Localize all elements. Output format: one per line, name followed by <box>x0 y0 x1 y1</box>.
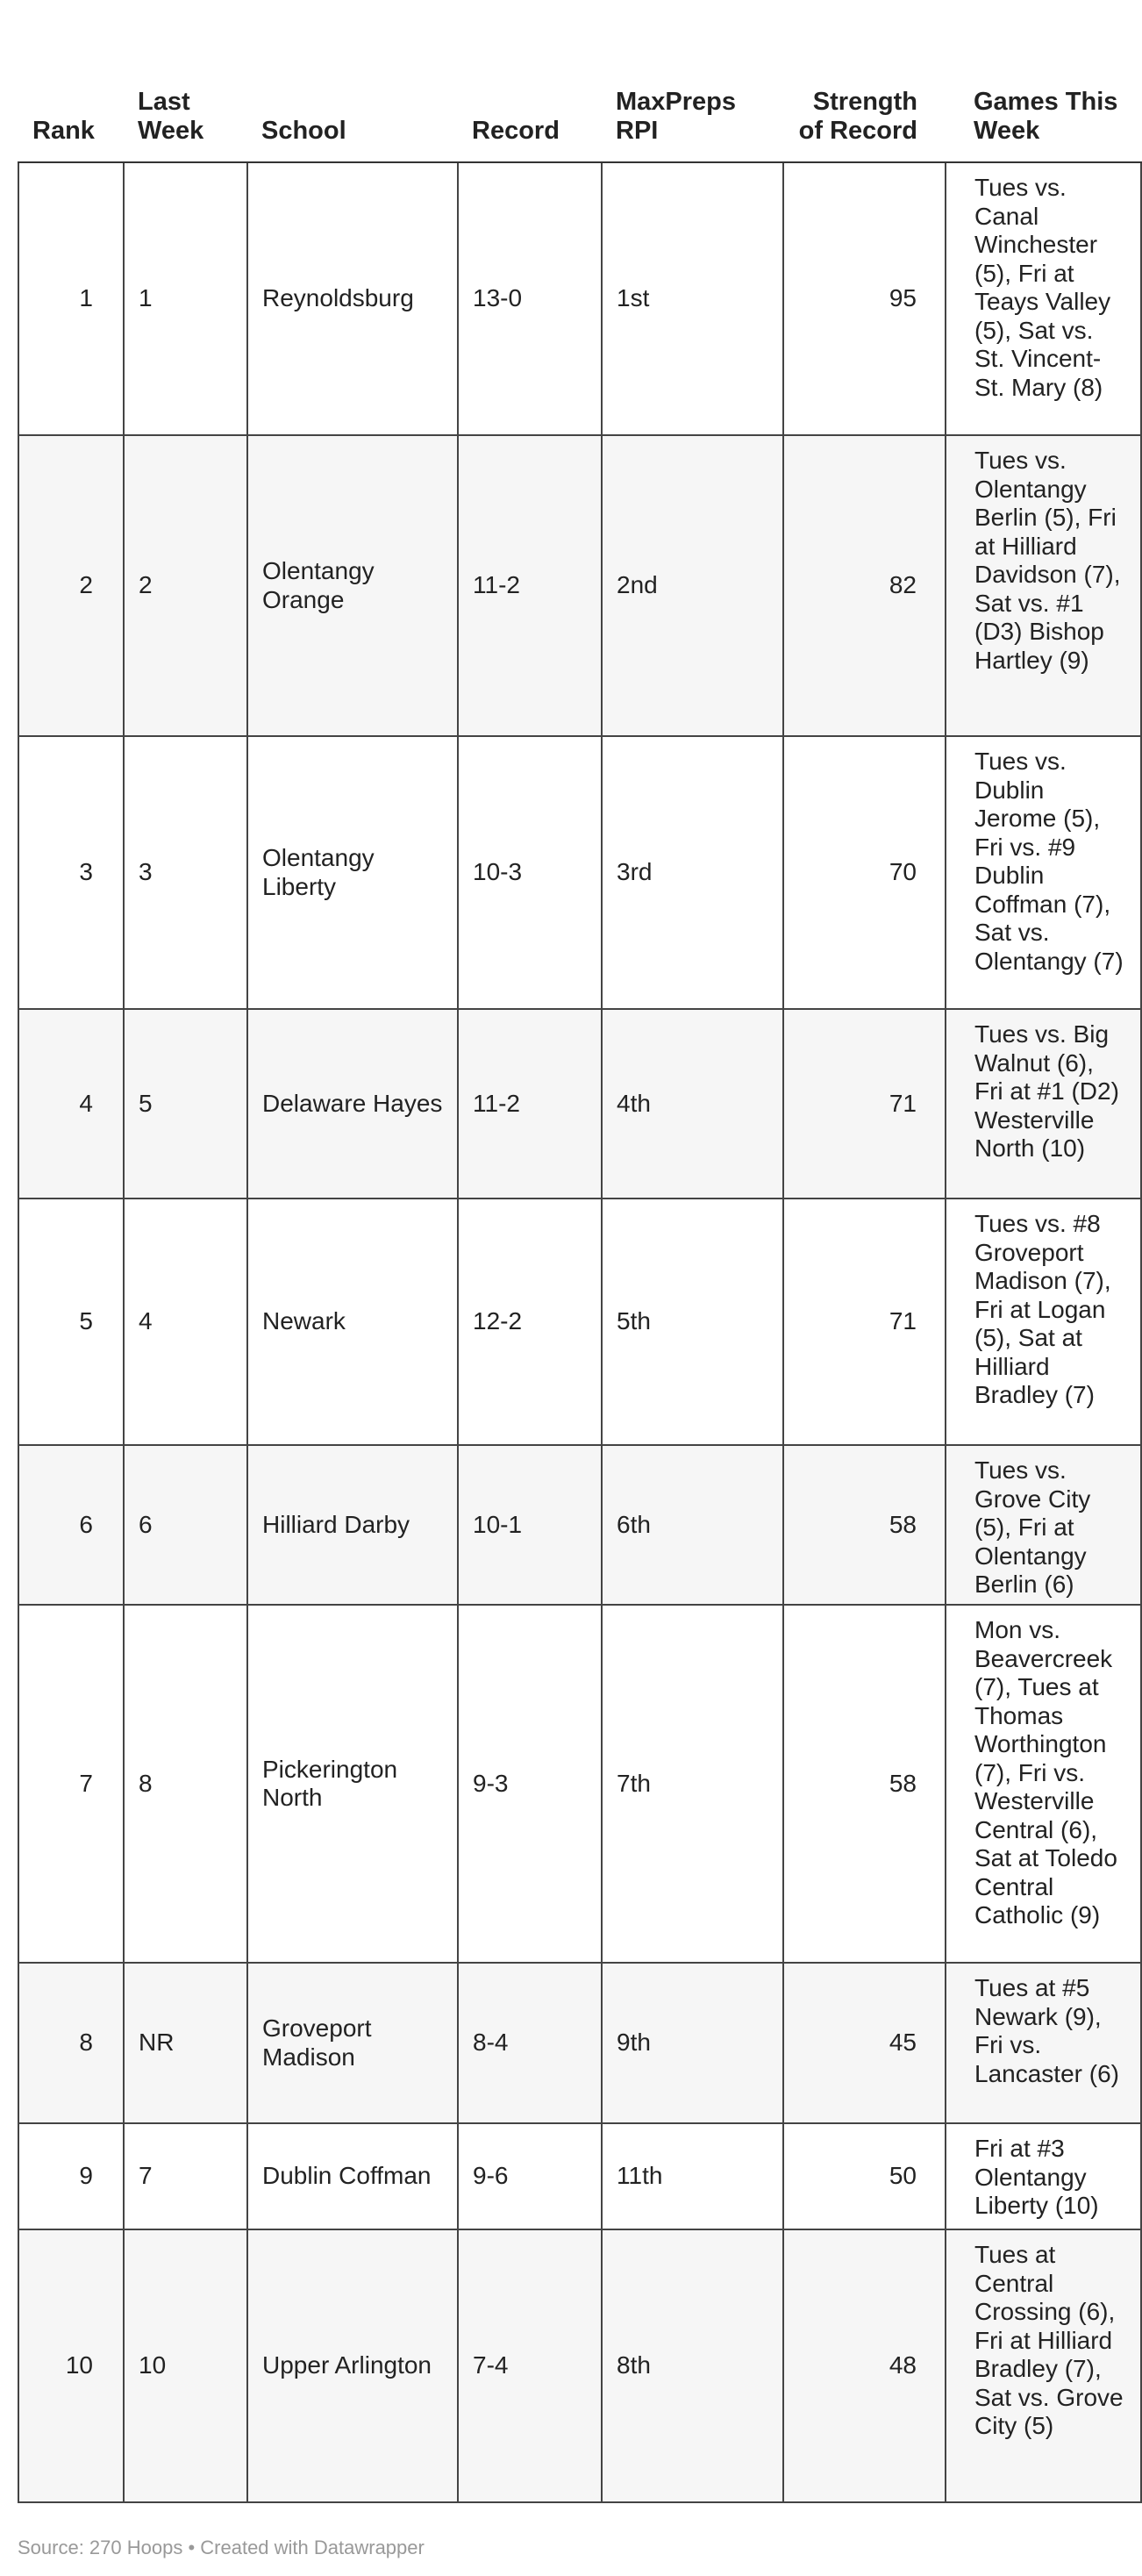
cell-school: Reynoldsburg <box>247 162 458 435</box>
cell-last-week: 4 <box>124 1199 247 1445</box>
cell-rank: 8 <box>18 1963 124 2123</box>
cell-games-this-week: Tues vs. #8 Groveport Madison (7), Fri at Logan (5), Sat at Hilliard Bradley (7) <box>946 1199 1141 1445</box>
cell-last-week: 1 <box>124 162 247 435</box>
cell-school: Newark <box>247 1199 458 1445</box>
header-school: School <box>247 30 458 162</box>
cell-rpi: 4th <box>602 1009 783 1199</box>
cell-last-week: 6 <box>124 1445 247 1605</box>
cell-record: 8-4 <box>458 1963 602 2123</box>
cell-record: 13-0 <box>458 162 602 435</box>
cell-school: Hilliard Darby <box>247 1445 458 1605</box>
cell-strength-of-record: 50 <box>783 2123 946 2229</box>
cell-record: 12-2 <box>458 1199 602 1445</box>
cell-rpi: 11th <box>602 2123 783 2229</box>
table-row <box>18 435 1141 736</box>
cell-rank: 5 <box>18 1199 124 1445</box>
cell-record: 10-3 <box>458 736 602 1009</box>
rankings-table <box>18 30 1142 2503</box>
cell-rpi: 1st <box>602 162 783 435</box>
cell-games-this-week: Tues vs. Canal Winchester (5), Fri at Teays Valley (5), Sat vs. St. Vincent-St. Mary (8) <box>946 162 1141 435</box>
cell-strength-of-record: 48 <box>783 2229 946 2502</box>
table-row <box>18 162 1141 435</box>
source-footer: Source: 270 Hoops • Created with Datawrapper <box>18 2537 425 2558</box>
cell-games-this-week: Mon vs. Beavercreek (7), Tues at Thomas Worthington (7), Fri vs. Westerville Central (6), Sat at Toledo Central Catholic (9) <box>946 1605 1141 1963</box>
cell-games-this-week: Tues vs. Olentangy Berlin (5), Fri at Hilliard Davidson (7), Sat vs. #1 (D3) Bishop Hartley (9) <box>946 435 1141 736</box>
cell-games-this-week: Tues vs. Dublin Jerome (5), Fri vs. #9 Dublin Coffman (7), Sat vs. Olentangy (7) <box>946 736 1141 1009</box>
cell-rank: 10 <box>18 2229 124 2502</box>
cell-strength-of-record: 58 <box>783 1445 946 1605</box>
cell-rank: 7 <box>18 1605 124 1963</box>
table-row <box>18 1445 1141 1605</box>
cell-rank: 1 <box>18 162 124 435</box>
cell-games-this-week: Tues at Central Crossing (6), Fri at Hilliard Bradley (7), Sat vs. Grove City (5) <box>946 2229 1141 2502</box>
cell-games-this-week: Tues vs. Big Walnut (6), Fri at #1 (D2) Westerville North (10) <box>946 1009 1141 1199</box>
table-row <box>18 2123 1141 2229</box>
cell-record: 9-3 <box>458 1605 602 1963</box>
cell-strength-of-record: 82 <box>783 435 946 736</box>
cell-last-week: 5 <box>124 1009 247 1199</box>
cell-strength-of-record: 95 <box>783 162 946 435</box>
cell-strength-of-record: 45 <box>783 1963 946 2123</box>
header-record: Record <box>458 30 602 162</box>
header-last-week: Last Week <box>124 30 247 162</box>
cell-games-this-week: Fri at #3 Olentangy Liberty (10) <box>946 2123 1141 2229</box>
cell-record: 11-2 <box>458 1009 602 1199</box>
header-rpi: MaxPreps RPI <box>602 30 783 162</box>
cell-rpi: 9th <box>602 1963 783 2123</box>
cell-rpi: 2nd <box>602 435 783 736</box>
header-rank: Rank <box>18 30 124 162</box>
cell-rank: 2 <box>18 435 124 736</box>
cell-last-week: NR <box>124 1963 247 2123</box>
cell-school: Delaware Hayes <box>247 1009 458 1199</box>
cell-games-this-week: Tues vs. Grove City (5), Fri at Olentangy Berlin (6) <box>946 1445 1141 1605</box>
table-row <box>18 2229 1141 2502</box>
header-games-this-week: Games This Week <box>946 30 1141 162</box>
cell-school: Pickerington North <box>247 1605 458 1963</box>
cell-games-this-week: Tues at #5 Newark (9), Fri vs. Lancaster (6) <box>946 1963 1141 2123</box>
table-row <box>18 1199 1141 1445</box>
table-row <box>18 736 1141 1009</box>
cell-school: Dublin Coffman <box>247 2123 458 2229</box>
table-row <box>18 1963 1141 2123</box>
cell-last-week: 7 <box>124 2123 247 2229</box>
cell-rpi: 3rd <box>602 736 783 1009</box>
table-row <box>18 1605 1141 1963</box>
cell-record: 11-2 <box>458 435 602 736</box>
cell-last-week: 2 <box>124 435 247 736</box>
cell-rpi: 6th <box>602 1445 783 1605</box>
cell-school: Upper Arlington <box>247 2229 458 2502</box>
cell-rank: 9 <box>18 2123 124 2229</box>
cell-strength-of-record: 58 <box>783 1605 946 1963</box>
cell-rank: 4 <box>18 1009 124 1199</box>
cell-last-week: 8 <box>124 1605 247 1963</box>
cell-school: Olentangy Orange <box>247 435 458 736</box>
cell-record: 9-6 <box>458 2123 602 2229</box>
cell-rank: 6 <box>18 1445 124 1605</box>
cell-last-week: 3 <box>124 736 247 1009</box>
table-row <box>18 1009 1141 1199</box>
cell-rank: 3 <box>18 736 124 1009</box>
header-strength-of-record: Strength of Record <box>783 30 946 162</box>
cell-strength-of-record: 71 <box>783 1009 946 1199</box>
cell-record: 7-4 <box>458 2229 602 2502</box>
cell-rpi: 7th <box>602 1605 783 1963</box>
cell-rpi: 8th <box>602 2229 783 2502</box>
cell-strength-of-record: 70 <box>783 736 946 1009</box>
cell-strength-of-record: 71 <box>783 1199 946 1445</box>
cell-school: Olentangy Liberty <box>247 736 458 1009</box>
cell-record: 10-1 <box>458 1445 602 1605</box>
cell-school: Groveport Madison <box>247 1963 458 2123</box>
cell-rpi: 5th <box>602 1199 783 1445</box>
header-row <box>18 30 1141 162</box>
cell-last-week: 10 <box>124 2229 247 2502</box>
